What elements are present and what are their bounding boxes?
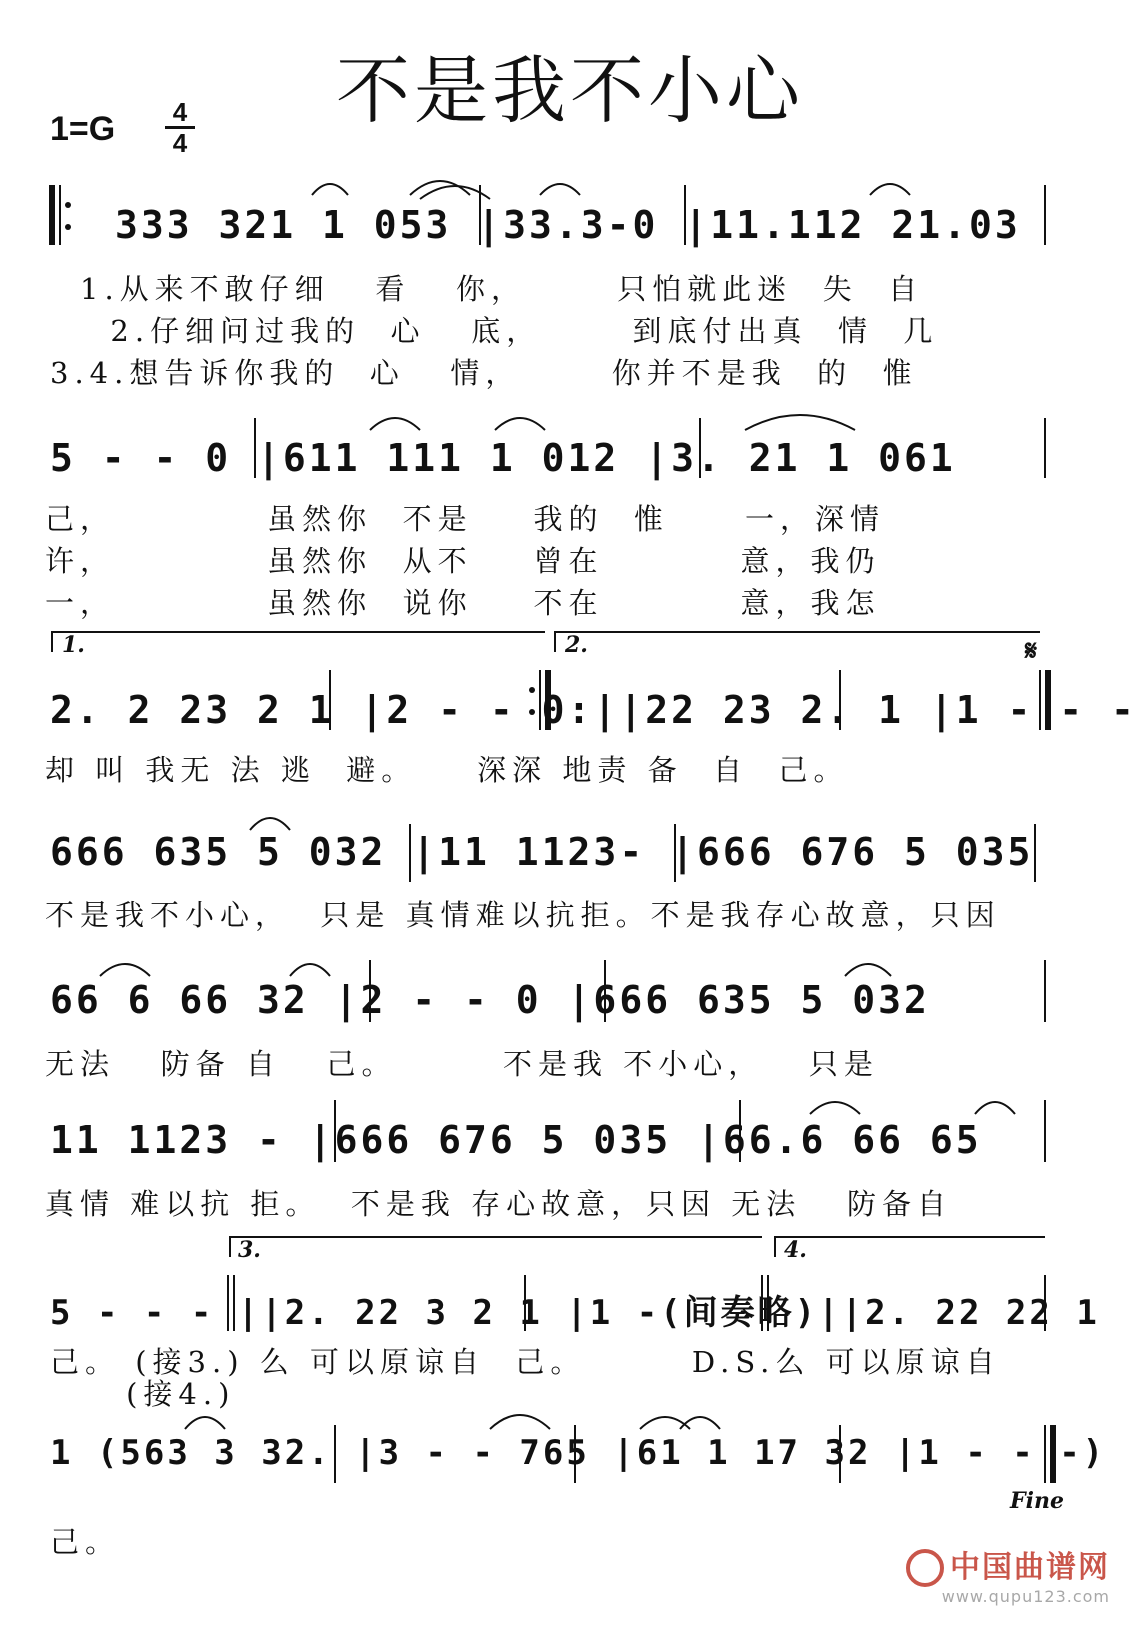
lyric-line: 2.仔细问过我的 心 底， 到底付出真 情 几	[80, 314, 939, 348]
lyric-line: 己。	[50, 1525, 121, 1559]
lyric-line: (接4.)	[50, 1377, 236, 1411]
notes-line: 2. 2 23 2 1 |2 - - 0:||22 23 2. 1 |1 - - -	[50, 688, 1137, 732]
ending-2-label: 2.	[565, 632, 588, 658]
notes-line: 5 - - - ||2. 22 3 2 1 |1 -(间奏略)||2. 22 22 1	[50, 1293, 1100, 1333]
notes-line: 66 6 66 32 |2 - - 0 |666 635 5 032	[50, 978, 930, 1022]
time-signature-top: 4	[172, 97, 188, 127]
watermark-url: www.qupu123.com	[941, 1587, 1110, 1606]
lyric-line: 不是我不小心， 只是 真情难以抗拒。不是我存心故意，只因	[45, 898, 1001, 932]
ending-4-label: 4.	[784, 1237, 807, 1263]
lyric-line: 3.4.想告诉你我的 心 情， 你并不是我 的 惟	[50, 356, 918, 390]
lyric-line: 己。 (接3.) 么 可以原谅自 己。 D.S.么 可以原谅自	[50, 1345, 1001, 1379]
system-4	[0, 810, 1140, 874]
lyric-line: 己， 虽然你 不是 我的 惟 一，深情	[45, 502, 886, 536]
segno-icon: 𝄋	[1025, 634, 1038, 667]
ending-1-label: 1.	[62, 632, 85, 658]
system-2	[0, 418, 1140, 478]
lyric-line: 一， 虽然你 说你 不在 意，我怎	[45, 586, 881, 620]
time-signature-bottom: 4	[172, 128, 188, 158]
lyric-line: 真情 难以抗 拒。 不是我 存心故意，只因 无法 防备自	[45, 1187, 952, 1221]
system-1	[0, 185, 1140, 245]
key-signature: 1=G	[50, 110, 116, 148]
site-logo-icon	[906, 1549, 944, 1587]
notes-line: 1 (563 3 32. |3 - - 765 |61 1 17 32 |1 - - -)	[50, 1433, 1107, 1473]
system-7	[0, 1235, 1140, 1333]
watermark-site: 中国曲谱网	[950, 1549, 1110, 1585]
system-6	[0, 1100, 1140, 1160]
lyric-line: 无法 防备 自 己。 不是我 不小心， 只是	[45, 1047, 879, 1081]
system-5	[0, 960, 1140, 1020]
time-signature	[165, 98, 195, 157]
ending-3-label: 3.	[238, 1237, 261, 1263]
system-3	[0, 630, 1140, 732]
notes-line: 11 1123 - |666 676 5 035 |66.6 66 65	[50, 1118, 982, 1162]
song-title: 不是我不小心	[336, 48, 804, 134]
notes-line: 333 321 1 053 |33.3-0 |11.112 21.03	[115, 203, 1021, 247]
notes-line: 666 635 5 032 |11 1123- |666 676 5 035	[50, 830, 1034, 874]
lyric-line: 却 叫 我无 法 逃 避。 深深 地责 备 自 己。	[45, 753, 849, 787]
lyric-line: 许， 虽然你 从不 曾在 意，我仍	[45, 544, 881, 578]
lyric-line: 1.从来不敢仔细 看 你， 只怕就此迷 失 自	[80, 272, 924, 306]
system-8	[0, 1405, 1140, 1473]
site-watermark	[906, 1542, 1110, 1607]
notes-line: 5 - - 0 |611 111 1 012 |3. 21 1 061	[50, 436, 956, 480]
fine-marker: Fine	[1010, 1488, 1064, 1514]
